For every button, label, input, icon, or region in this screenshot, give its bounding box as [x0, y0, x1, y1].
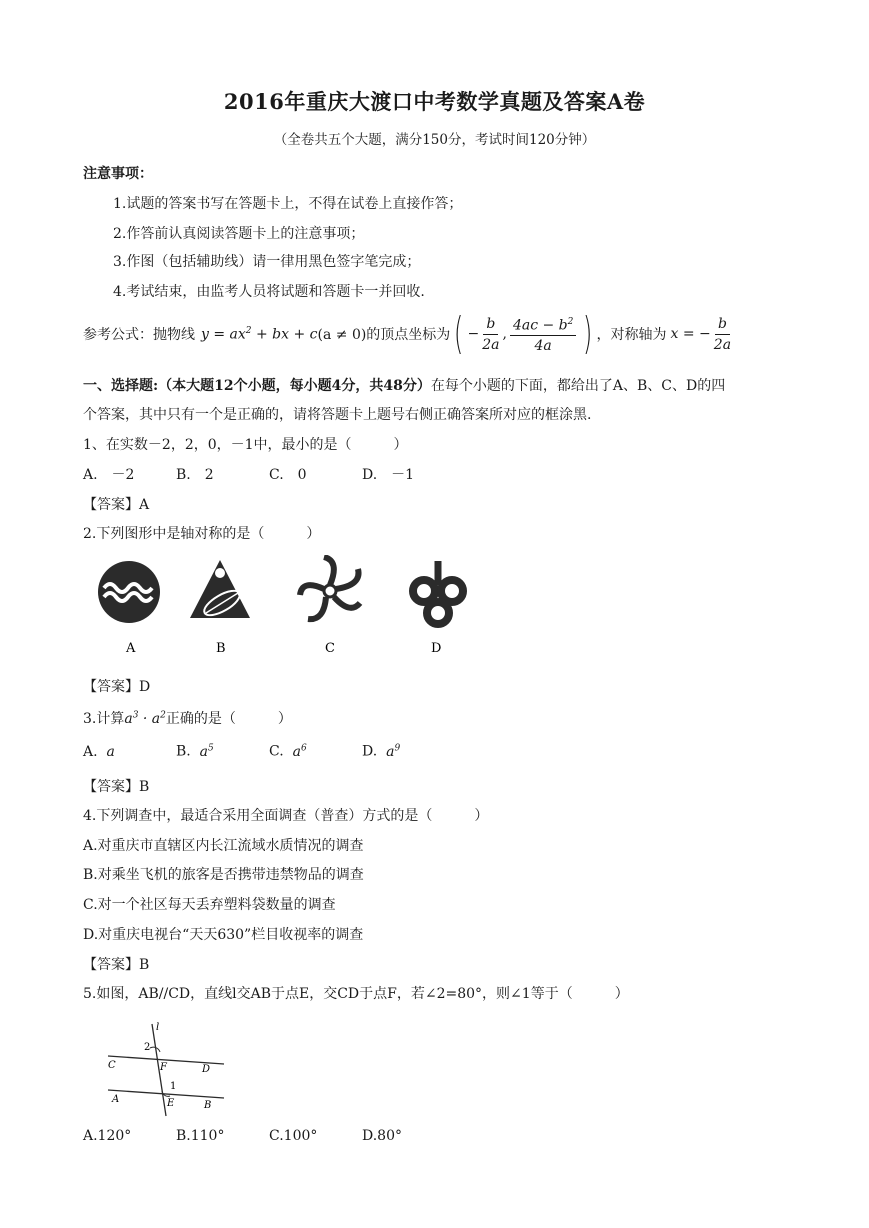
option-d: D.80° — [362, 1128, 402, 1144]
question-1-stem: 1、在实数－2，2，0，－1中，最小的是（ ） — [83, 437, 408, 453]
question-3-options — [83, 743, 455, 760]
figure-label-d: D — [431, 641, 442, 656]
right-paren-glyph: ) — [583, 308, 593, 359]
formula-condition: (a ≠ 0)的顶点坐标为 — [317, 327, 451, 343]
vertex-x-fraction: $\frac{b}{2a}$ — [482, 315, 500, 353]
question-2-stem: 2.下列图形中是轴对称的是（ ） — [83, 526, 321, 542]
left-paren-glyph: ( — [454, 308, 464, 359]
option-a: A.对重庆市直辖区内长江流域水质情况的调查 — [83, 838, 364, 854]
formula-prefix: 参考公式：抛物线 — [83, 327, 195, 343]
section-heading: 一、选择题:（本大题12个小题，每小题4分，共48分） — [83, 378, 431, 394]
label-f: F — [160, 1062, 167, 1073]
page-title: 2016年重庆大渡口中考数学真题及答案A卷 — [223, 89, 646, 114]
notice-heading: 注意事项： — [83, 166, 153, 182]
option-b: B. $a^5$ — [176, 743, 214, 760]
comma: , — [502, 326, 507, 342]
label-angle-1: 1 — [170, 1081, 177, 1092]
option-b: B.对乘坐飞机的旅客是否携带违禁物品的调查 — [83, 867, 364, 883]
figure-label-b: B — [216, 641, 226, 656]
question-5-options — [83, 1128, 455, 1144]
label-c: C — [108, 1060, 116, 1071]
reference-formula — [83, 308, 734, 360]
question-3-stem — [83, 708, 292, 728]
figure-d-rings-logo — [413, 561, 463, 624]
option-c: C. $a^6$ — [269, 743, 307, 760]
label-d: D — [202, 1064, 211, 1075]
figure-label-a: A — [126, 641, 136, 656]
option-d: D. $a^9$ — [362, 743, 401, 760]
option-a: A. －2 — [83, 467, 135, 483]
option-c: C.100° — [269, 1128, 318, 1144]
option-b: B.110° — [176, 1128, 225, 1144]
label-b: B — [204, 1100, 212, 1111]
exam-subtitle: （全卷共五个大题，满分150分，考试时间120分钟） — [273, 132, 596, 148]
vertex-y-fraction: $\frac{4ac - b^2}{4a}$ — [510, 313, 576, 356]
option-c: C. 0 — [269, 467, 307, 483]
option-b: B. 2 — [176, 467, 214, 483]
math-expression: $a^3 \cdot a^2$ — [124, 710, 166, 727]
axis-equation: x = − — [670, 326, 711, 342]
label-angle-2: 2 — [144, 1042, 151, 1053]
stem-suffix: 正确的是（ ） — [165, 711, 292, 727]
section-desc-line2: 个答案，其中只有一个是正确的，请将答题卡上题号右侧正确答案所对应的框涂黑. — [83, 407, 592, 423]
option-d: D.对重庆电视台“天天630”栏目收视率的调查 — [83, 927, 364, 943]
option-a: A.120° — [83, 1128, 132, 1144]
question-5-stem: 5.如图，AB//CD，直线l交AB于点E，交CD于点F，若∠2=80°，则∠1等于（ ） — [83, 986, 629, 1002]
label-line-l: l — [156, 1022, 160, 1033]
option-d: D. －1 — [362, 467, 415, 483]
symmetry-figures — [90, 555, 490, 665]
notice-item: 1.试题的答案书写在答题卡上，不得在试卷上直接作答； — [113, 196, 463, 212]
question-4-stem: 4.下列调查中，最适合采用全面调查（普查）方式的是（ ） — [83, 808, 489, 824]
option-c: C.对一个社区每天丢弃塑料袋数量的调查 — [83, 897, 336, 913]
question-1-answer: 【答案】A — [83, 497, 150, 513]
axis-fraction: $\frac{b}{2a}$ — [713, 315, 732, 353]
figure-a-waves-logo — [98, 561, 160, 623]
formula-axis-label: ，对称轴为 — [596, 327, 667, 343]
notice-item: 2.作答前认真阅读答题卡上的注意事项； — [113, 226, 365, 242]
parallel-lines-figure — [100, 1018, 240, 1118]
figure-c-pinwheel-logo — [300, 557, 360, 619]
notice-item: 4.考试结束，由监考人员将试题和答题卡一并回收. — [113, 284, 425, 300]
label-a: A — [112, 1094, 120, 1105]
question-1-options — [83, 464, 455, 484]
parabola-equation: $y = ax^2$ + bx + c — [201, 325, 318, 343]
option-a: A. a — [83, 743, 115, 760]
stem-prefix: 3.计算 — [83, 711, 125, 727]
question-4-answer: 【答案】B — [83, 957, 150, 973]
question-2-answer: 【答案】D — [83, 679, 151, 695]
notice-item: 3.作图（包括辅助线）请一律用黑色签字笔完成； — [113, 254, 421, 270]
figure-b-triangle-logo — [190, 560, 250, 620]
section-intro-line1 — [83, 375, 725, 395]
minus-sign: − — [467, 326, 480, 342]
label-e: E — [167, 1098, 175, 1109]
figure-label-c: C — [325, 641, 335, 656]
section-desc: 在每个小题的下面，都给出了A、B、C、D的四 — [430, 378, 726, 394]
question-3-answer: 【答案】B — [83, 779, 150, 795]
